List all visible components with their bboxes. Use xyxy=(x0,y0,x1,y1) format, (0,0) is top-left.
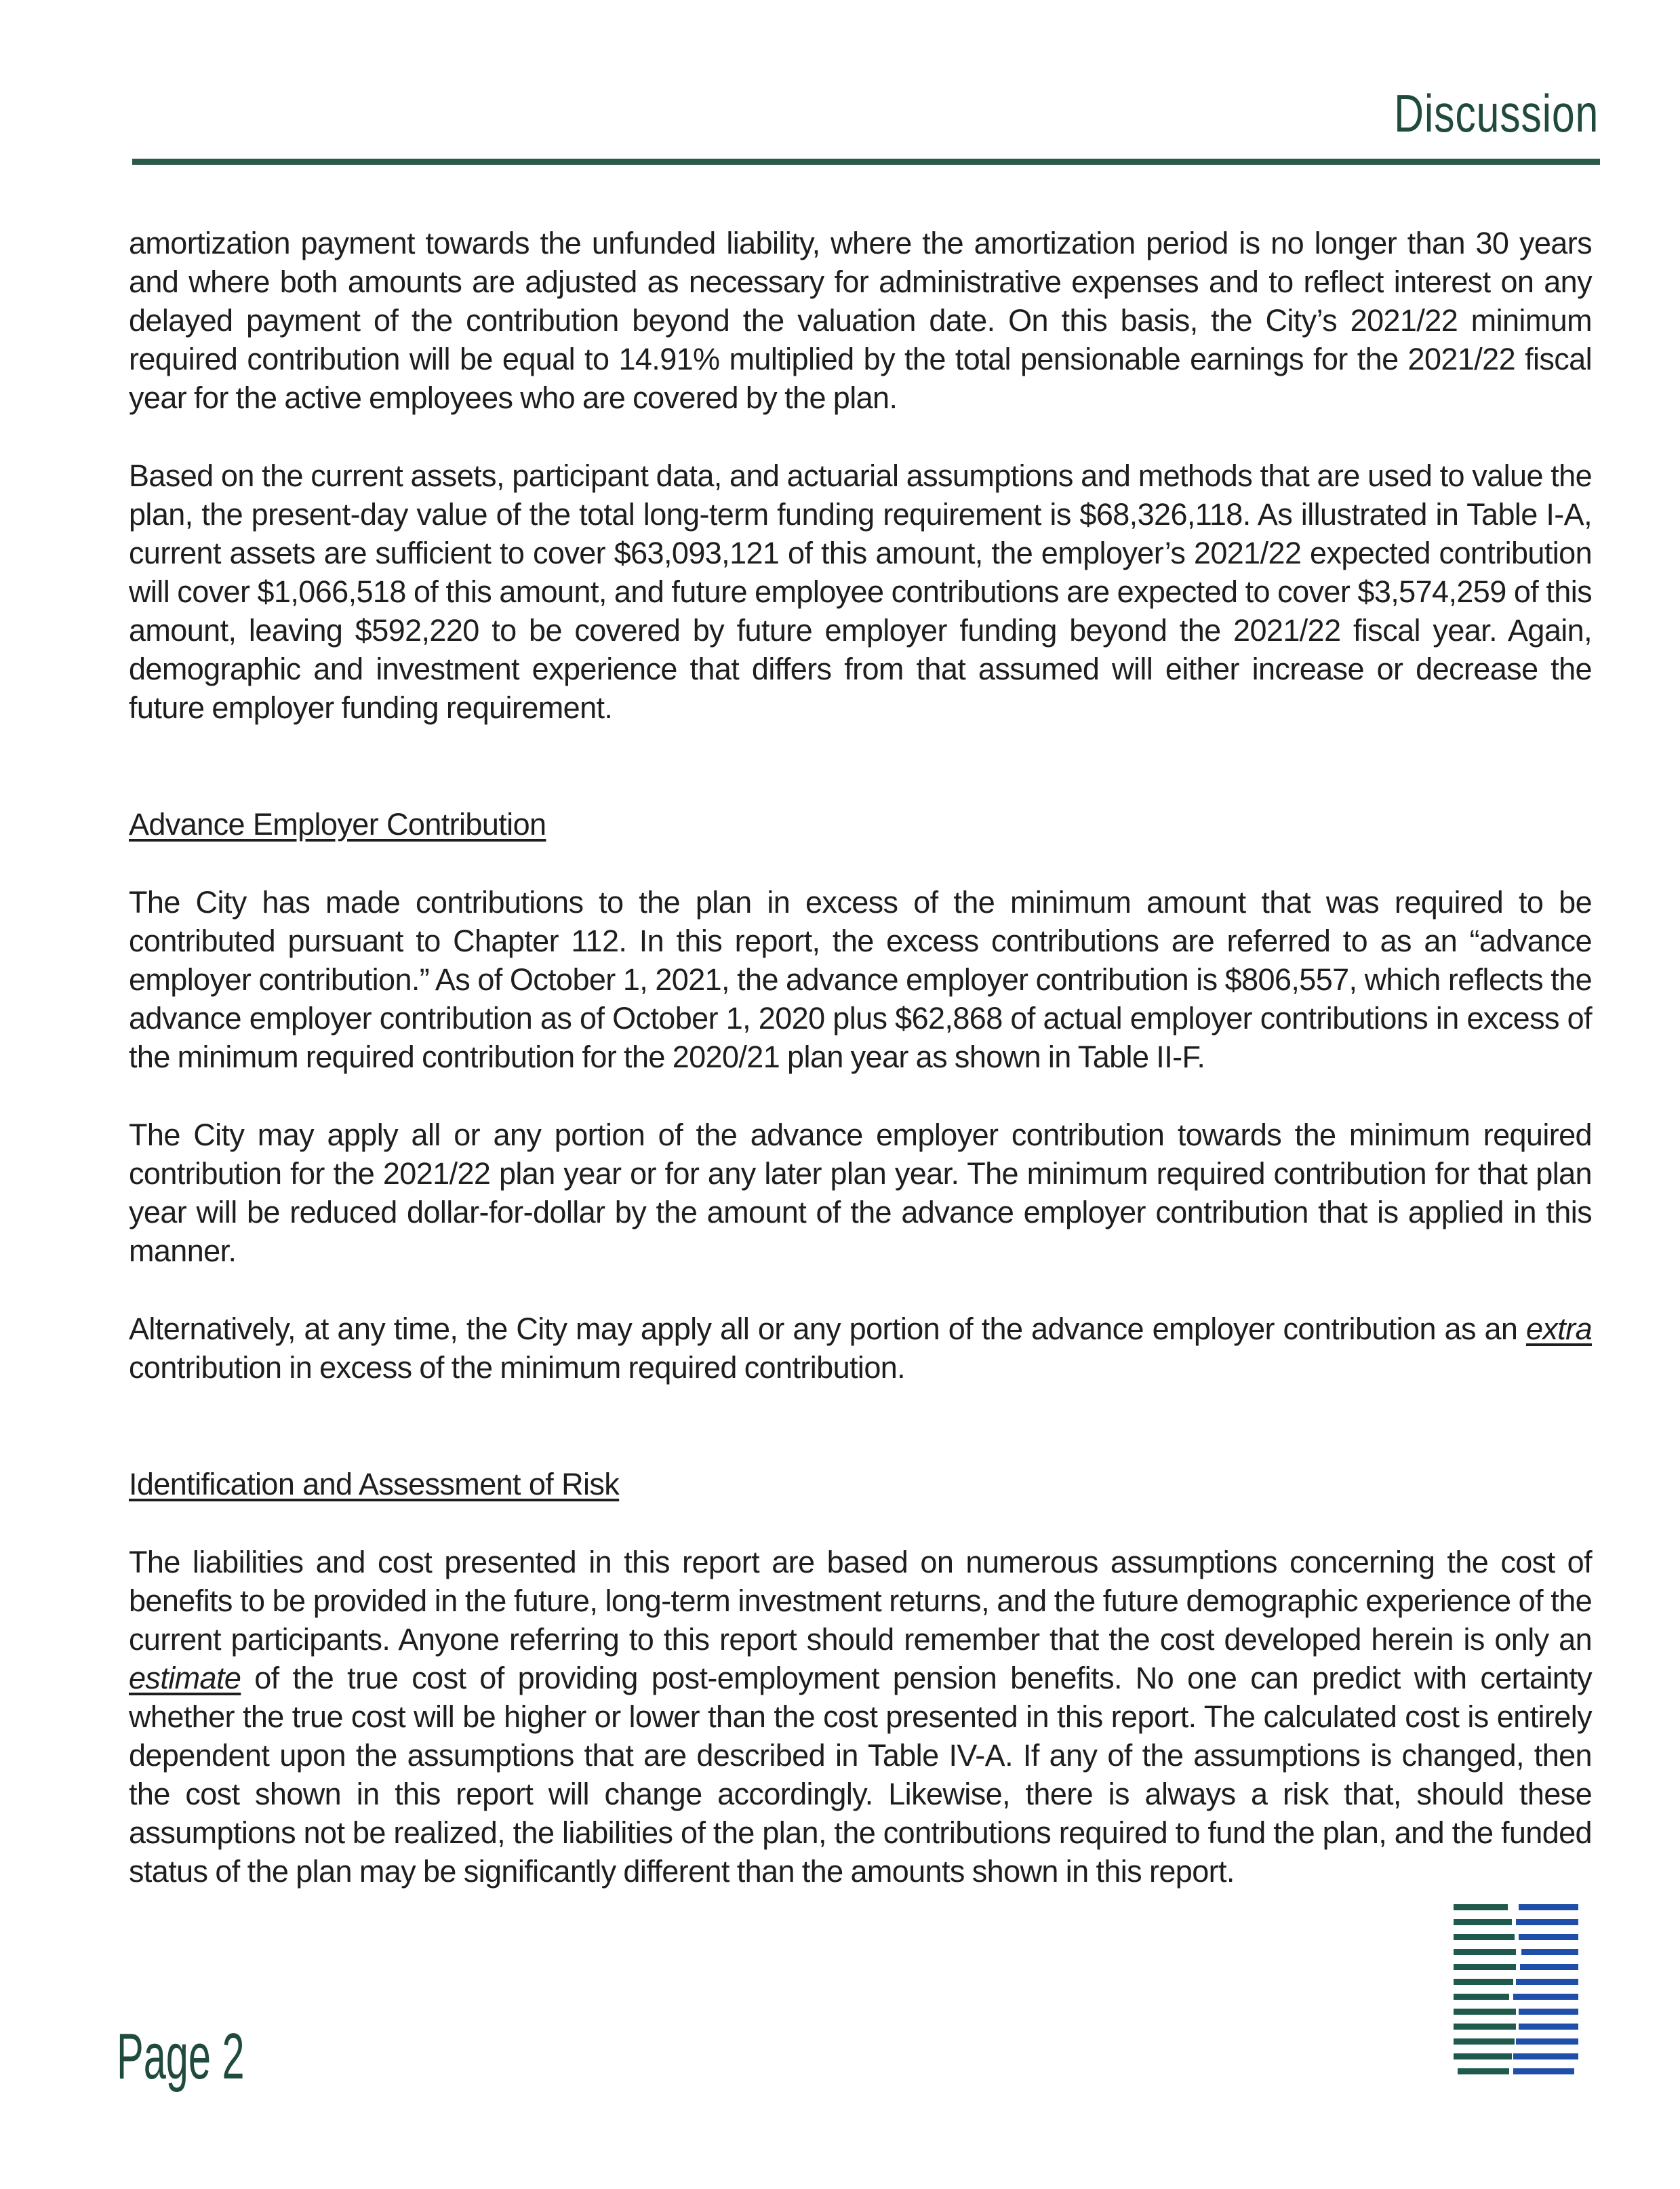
risk-paragraph-start: The liabilities and cost presented in this report are based on numerous assumptions concerning the cost of benefits to be provided in the future, long-term investment returns, and the future demographic experience of the current participants. Anyone referring to this report should remember that the cost developed herein is only an xyxy=(129,1545,1592,1657)
page-header-title: Discussion xyxy=(1394,83,1599,143)
extra-emphasis: extra xyxy=(1525,1312,1592,1346)
risk-paragraph-end: of the true cost of providing post-employment pension benefits. No one can predict with certainty whether the true cost will be higher or lower than the cost presented in this report. The calculated cost is entirely dependent upon the assumptions that are described in Table IV-A. If any of the assumptions is changed, then the cost shown in this report will change accordingly. Likewise, there is always a risk that, should these assumptions not be realized, the liabilities of the plan, the contributions required to fund the plan, and the funded status of the plan may be significantly different than the amounts shown in this report. xyxy=(129,1661,1592,1889)
body-paragraph-2: Based on the current assets, participant data, and actuarial assumptions and methods that are used to value the plan, the present-day value of the total long-term funding requirement is $68,326,118. As illustrated in Table I-A, current assets are sufficient to cover $63,093,121 of this amount, the employer’s 2021/22 expected contribution will cover $1,066,518 of this amount, and future employee contributions are expected to cover $3,574,259 of this amount, leaving $592,220 to be covered by future employer funding beyond the 2021/22 fiscal year. Again, demographic and investment experience that differs from that assumed will either increase or decrease the future employer funding requirement. xyxy=(129,458,1592,725)
body-paragraph-1: amortization payment towards the unfunded liability, where the amortization period is no longer than 30 years and where both amounts are adjusted as necessary for administrative expenses and to reflect interest on any delayed payment of the contribution beyond the valuation date. On this basis, the City’s 2021/22 minimum required contribution will be equal to 14.91% multiplied by the total pensionable earnings for the 2021/22 fiscal year for the active employees who are covered by the plan. xyxy=(129,226,1592,415)
striped-s-logo-icon xyxy=(1451,1899,1581,2082)
advance-paragraph-3 xyxy=(129,1309,1592,1387)
advance-paragraph-3-end: contribution in excess of the minimum required contribution. xyxy=(129,1350,906,1385)
advance-paragraph-3-start: Alternatively, at any time, the City may apply all or any portion of the advance employer contribution as an xyxy=(129,1312,1526,1346)
page-body xyxy=(129,224,1592,1891)
advance-paragraph-2: The City may apply all or any portion of the advance employer contribution towards the minimum required contribution for the 2021/22 plan year or for any later plan year. The minimum required contribution for that plan year will be reduced dollar-for-dollar by the amount of the advance employer contribution that is applied in this manner. xyxy=(129,1118,1592,1268)
section-heading-advance-employer-contribution: Advance Employer Contribution xyxy=(129,807,546,842)
section-heading-risk: Identification and Assessment of Risk xyxy=(129,1467,620,1501)
risk-paragraph xyxy=(129,1543,1592,1891)
estimate-emphasis: estimate xyxy=(129,1661,241,1695)
header-divider xyxy=(132,159,1600,165)
advance-paragraph-1: The City has made contributions to the plan in excess of the minimum amount that was required to be contributed pursuant to Chapter 112. In this report, the excess contributions are referred to as an “advance employer contribution.” As of October 1, 2021, the advance employer contribution is $806,557, which reflects the advance employer contribution as of October 1, 2020 plus $62,868 of actual employer contributions in excess of the minimum required contribution for the 2020/21 plan year as shown in Table II-F. xyxy=(129,885,1592,1074)
page-number-label: Page 2 xyxy=(117,2020,245,2093)
